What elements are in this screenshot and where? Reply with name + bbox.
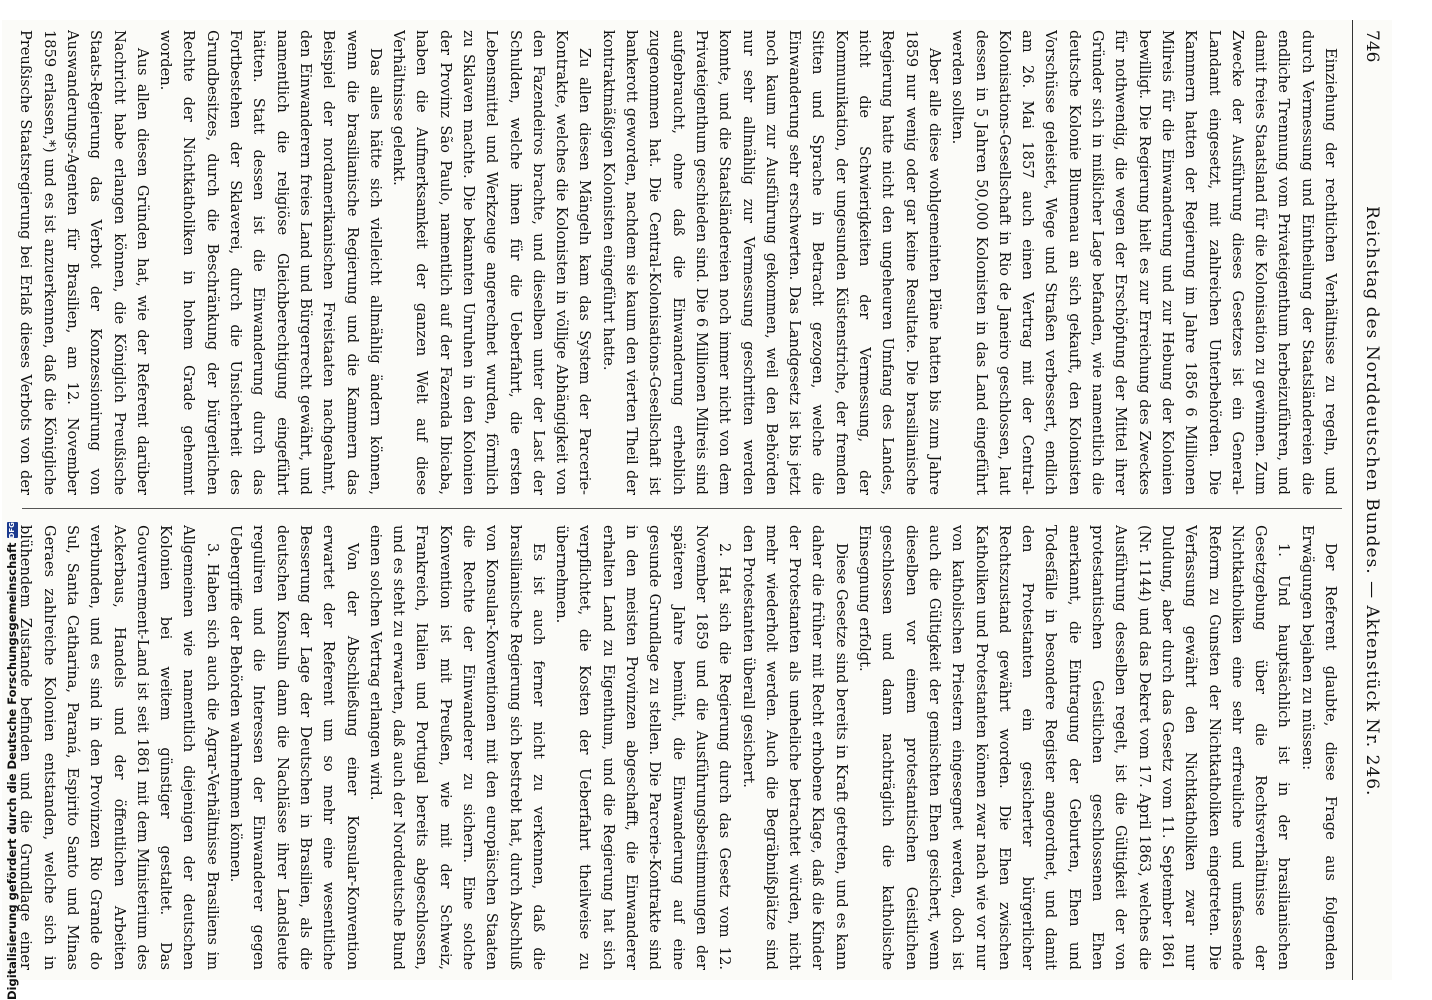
- dfg-logo-icon: DFG: [7, 522, 16, 539]
- paragraph: Zu allen diesen Mängeln kam das System der Parcerie-Kontrakte, welches die Kolonisten in völlige Abhängigkeit von den Fazendeiros brachte, und dieselben unter der Last der Schulden, welche ihnen für die Ueberfahrt, die ersten Lebensmittel und Werkzeuge angerechnet wurden, förmlich zu Sklaven machte. Die bekannten Unruhen in den Kolonien der Provinz São Paulo, namentlich auf der Fazenda Ibicaba, haben die Aufmerksamkeit der ganzen Welt auf diese Verhältnisse gelenkt.: [390, 30, 594, 495]
- page-number: 746: [1362, 30, 1383, 63]
- right-column: [12, 525, 1342, 970]
- paragraph: Der Referent glaubte, diese Frage aus folgenden Erwägungen bejahen zu müssen:: [1298, 525, 1339, 970]
- paragraph: Diese Gesetze sind bereits in Kraft getreten, und es kann daher die früher mit Recht erhobene Klage, daß die Kinder der Protestanten als uneheliche betrachtet würden, nicht mehr wiederholt werden. Auch die Begräbnißplätze sind den Protestanten überall gesichert.: [739, 525, 850, 970]
- paragraph: Aber alle diese wohlgemeinten Pläne hatten bis zum Jahre 1859 nur wenig oder gar keine Resultate. Die brasilianische Regierung hatte nicht den ungeheuren Umfang des Landes, nicht die Schwierigkeiten der Vermessung, der Kommunikation, der ungesunden Küstenstriche, der fremden Sitten und Sprache in Betracht gezogen, welche die Einwanderung sehr erschwerten. Das Landgesetz ist bis jetzt noch kaum zur Ausführung gekommen, weil den Behörden nur sehr allmählig zur Vermessung geschritten werden konnte, und die Staatsländereien noch immer nicht von dem Privateigenthum geschieden sind. Die 6 Millionen Milreis sind aufgebraucht, ohne daß die Einwanderung erheblich zugenommen hat. Die Central-Kolonisations-Gesellschaft ist bankerott geworden, nachdem sie kaum den vierten Theil der kontraktmäßigen Kolonisten eingeführt hatte.: [599, 30, 943, 495]
- page-title: Reichstag des Norddeutschen Bundes. — Aktenstück Nr. 246.: [1362, 205, 1383, 797]
- paragraph: Das alles hätte sich vielleicht allmählig ändern können, wenn die brasilianische Regierung und die Kammern das Beispiel der nordamerikanischen Freistaaten nachgeahmt, den Einwanderern freies Land und Bürgerrecht gewährt, und namentlich die religiöse Gleichberechtigung eingeführt hätten. Statt dessen ist die Einwanderung durch das Fortbestehen der Sklaverei, durch die Unsicherheit des Grundbesitzes, durch die Beschränkung der bürgerlichen Rechte der Nichtkatholiken in hohem Grade gehemmt worden.: [157, 30, 384, 495]
- scanned-page: [2, 20, 1392, 980]
- paragraph: 3. Haben sich auch die Agrar-Verhältnisse Brasiliens im Allgemeinen wie namentlich diejenigen der deutschen Kolonien bei weitem günstiger gestaltet. Das Gouvernement-Land ist seit 1861 mit dem Ministerium des Ackerbaus, Handels und der öffentlichen Arbeiten verbunden, und es sind in den Provinzen Rio Grande do Sul, Santa Catharina, Paraná, Espirito Santo und Minas Geraes zahlreiche Kolonien entstanden, welche sich in blühendem Zustande befinden und die Grundlage einer: [17, 525, 221, 970]
- paragraph: Es ist auch ferner nicht zu verkennen, daß die brasilianische Regierung sich bestrebt hat, durch Abschluß von Konsular-Konventionen mit den europäischen Staaten die Rechte der Einwanderer zu sichern. Eine solche Konvention ist mit Preußen, wie mit der Schweiz, Frankreich, Italien und Portugal bereits abgeschlossen, und es steht zu erwarten, daß auch der Norddeutsche Bund einen solchen Vertrag erlangen wird.: [366, 525, 547, 970]
- paragraph: Von der Abschließung einer Konsular-Konvention erwartet der Referent um so mehr eine wesentliche Besserung der Lage der Deutschen in Brasilien, als die deutschen Konsuln dann die Nachlässe ihrer Landsleute reguliren und die Interessen der Einwanderer gegen Uebergriffe der Behörden wahrnehmen können.: [227, 525, 361, 970]
- paragraph: 2. Hat sich die Regierung durch das Gesetz vom 12. November 1859 und die Ausführungsbestimmungen der späteren Jahre bemüht, die Einwanderung auf eine gesunde Grundlage zu stellen. Die Parcerie-Kontrakte sind in den meisten Provinzen abgeschafft, die Einwanderer erhalten Land zu Eigenthum, und die Regierung hat sich verpflichtet, die Kosten der Ueberfahrt theilweise zu übernehmen.: [553, 525, 734, 970]
- left-column: [12, 30, 1342, 495]
- paragraph: 1. Und hauptsächlich ist in der brasilianischen Gesetzgebung über die Rechtsverhältnisse der Nichtkatholiken eine sehr erfreuliche und umfassende Reform zu Gunsten der Nichtkatholiken eingetreten. Die Verfassung gewährt den Nichtkatholiken zwar nur Duldung, aber durch das Gesetz vom 11. September 1861 (Nr. 1144) und das Dekret vom 17. April 1863, welches die Ausführung desselben regelt, ist die Gültigkeit der von protestantischen Geistlichen geschlossenen Ehen anerkannt, die Eintragung der Geburten, Ehen und Todesfälle in besondere Register angeordnet, und damit den Protestanten ein gesicherter bürgerlicher Rechtszustand gewährt worden. Die Ehen zwischen Katholiken und Protestanten können zwar nach wie vor nur von katholischen Priestern eingesegnet werden, doch ist auch die Gültigkeit der gemischten Ehen gesichert, wenn dieselben vor einem protestantischen Geistlichen geschlossen und dann nachträglich die katholische Einsegnung erfolgt.: [856, 525, 1293, 970]
- page-header: [1352, 20, 1392, 980]
- digitization-credit: [2, 522, 22, 1000]
- credit-text: Digitalisierung gefördert durch die Deutsche Forschungsgemeinschaft: [5, 542, 19, 1000]
- paragraph: Einziehung der rechtlichen Verhältnisse zu regeln, und durch Vermessung und Eintheilung der Staatsländereien die endliche Trennung vom Privateigenthum herbeizuführen, und damit freies Staatsland für die Kolonisation zu gewinnen. Zum Zwecke der Ausführung dieses Gesetzes ist ein General-Landamt eingesetzt, mit zahlreichen Unterbehörden. Die Kammern hatten der Regierung im Jahre 1856 6 Millionen Milreis für die Einwanderung und zur Hebung der Kolonien bewilligt. Die Regierung hielt es zur Erreichung des Zweckes für nothwendig, die wegen der Erschöpfung der Mittel ihrer Gründer sich in mißlicher Lage befanden, wie namentlich die deutsche Kolonie Blumenau an sich gekauft, den Kolonisten Vorschüsse geleistet, Wege und Straßen verbessert, endlich am 26. Mai 1857 auch einen Vertrag mit der Central-Kolonisations-Gesellschaft in Rio de Janeiro geschlossen, laut dessen in 5 Jahren 50,000 Kolonisten in das Land eingeführt werden sollten.: [949, 30, 1339, 495]
- column-divider: [22, 508, 1342, 509]
- paragraph: Aus allen diesen Gründen hat, wie der Referent darüber Nachricht habe erlangen können, die Königlich Preußische Staats-Regierung das Verbot der Konzessionirung von Auswanderungs-Agenten für Brasilien, am 12. November 1859 erlassen,*) und es ist anzuerkennen, daß die Königliche Preußische Staatsregierung bei Erlaß dieses Verbots von der: [17, 30, 151, 495]
